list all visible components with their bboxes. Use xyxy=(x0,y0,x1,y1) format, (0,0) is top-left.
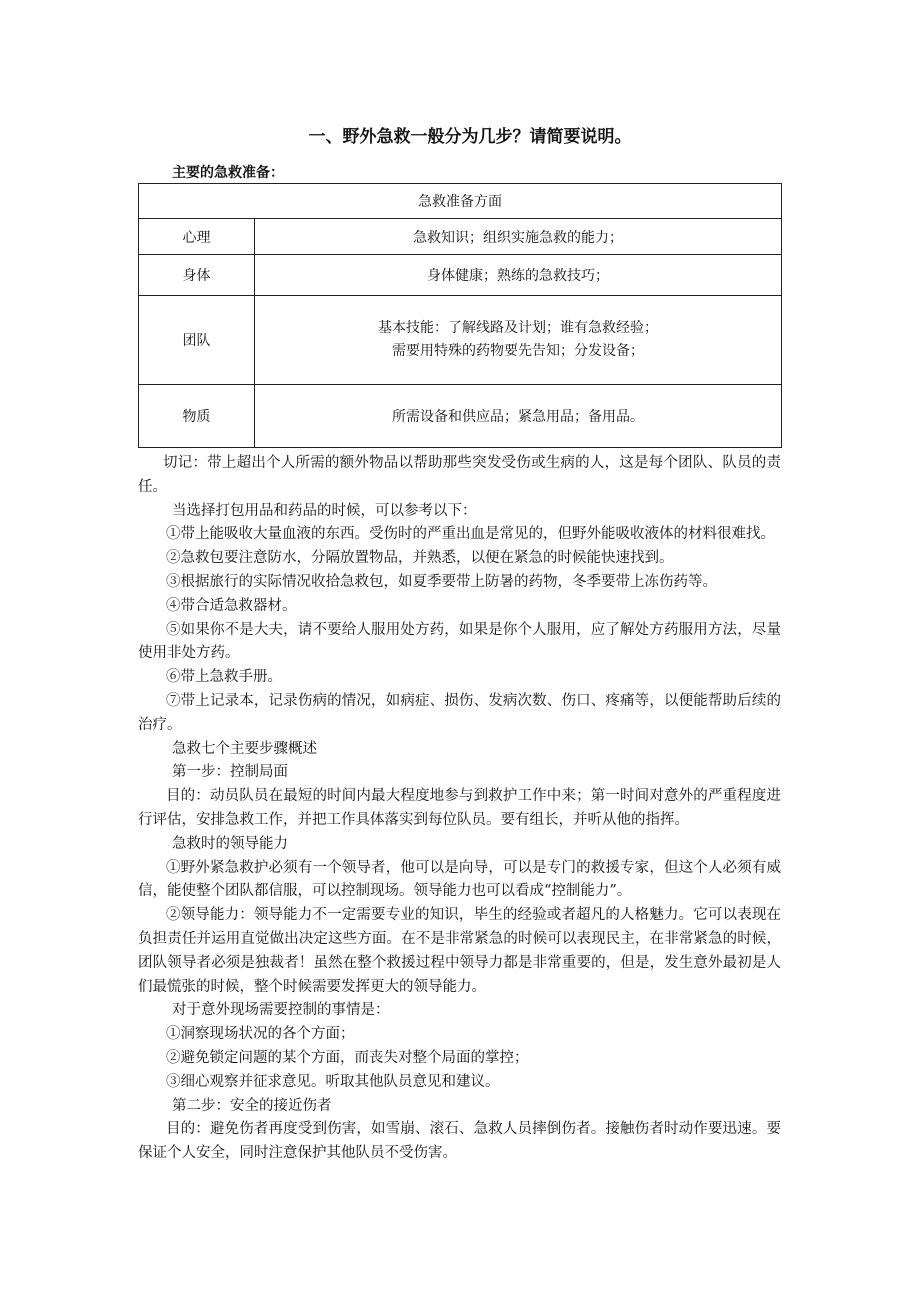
content-cell: 急救知识；组织实施急救的能力； xyxy=(255,219,782,255)
document-title: 一、野外急救一般分为几步？请简要说明。 xyxy=(308,127,632,147)
preparation-table xyxy=(138,183,782,448)
list-item: ②领导能力：领导能力不一定需要专业的知识，毕生的经验或者超凡的人格魅力。它可以表现在负担责任并运用直觉做出决定这些方面。在不是非常紧急的时候可以表现民主，在非常紧急的时候，团队领导者必须是独裁者！虽然在整个救援过程中领导力都是非常重要的，但是，发生意外最初是人们最慌张的时候，整个时候需要发挥更大的领导能力。 xyxy=(138,907,781,995)
list-item: ⑤如果你不是大夫，请不要给人服用处方药，如果是你个人服用，应了解处方药服用方法，尽量使用非处方药。 xyxy=(138,621,781,662)
content-line: 基本技能：了解线路及计划；谁有急救经验； xyxy=(378,320,658,336)
table-row xyxy=(139,219,782,255)
list-item: ①带上能吸收大量血液的东西。受伤时的严重出血是常见的，但野外能吸收液体的材料很难找。 xyxy=(166,526,775,543)
content-cell xyxy=(255,296,782,385)
aspect-cell: 心理 xyxy=(139,219,255,255)
list-item: ⑥带上急救手册。 xyxy=(166,669,282,686)
table-row xyxy=(139,255,782,296)
list-item: ①洞察现场状况的各个方面； xyxy=(166,1026,355,1043)
list-item: ①野外紧急救护必须有一个领导者，他可以是向导，可以是专门的救援专家，但这个人必须有威信，能使整个团队都信服，可以控制现场。领导能力也可以看成“控制能力”。 xyxy=(138,859,781,900)
list-item: ②避免锁定问题的某个方面，而丧失对整个局面的掌控； xyxy=(166,1049,529,1066)
step-heading: 第一步：控制局面 xyxy=(172,764,288,781)
aspect-cell: 团队 xyxy=(139,296,255,385)
section-subtitle: 主要的急救准备： xyxy=(172,165,284,181)
list-item: ⑦带上记录本，记录伤病的情况，如病症、损伤、发病次数、伤口、疼痛等，以便能帮助后续的治疗。 xyxy=(138,692,781,733)
step-heading: 第二步：安全的接近伤者 xyxy=(172,1097,332,1114)
content-line: 需要用特殊的药物要先告知；分发设备； xyxy=(392,343,644,359)
list-item: ③细心观察并征求意见。听取其他队员意见和建议。 xyxy=(166,1073,500,1090)
content-cell: 身体健康；熟练的急救技巧； xyxy=(255,255,782,296)
paragraph: 切记：带上超出个人所需的额外物品以帮助那些突发受伤或生病的人，这是每个团队、队员的责任。 xyxy=(138,455,781,495)
list-item: ③根据旅行的实际情况收拾急救包，如夏季要带上防暑的药物，冬季要带上冻伤药等。 xyxy=(166,573,717,590)
table-header: 急救准备方面 xyxy=(139,184,782,219)
content-cell: 所需设备和供应品；紧急用品；备用品。 xyxy=(255,385,782,448)
list-item: ②急救包要注意防水，分隔放置物品，并熟悉，以便在紧急的时候能快速找到。 xyxy=(166,550,674,567)
paragraph: 目的：避免伤者再度受到伤害，如雪崩、滚石、急救人员摔倒伤者。接触伤者时动作要迅速。要保证个人安全，同时注意保护其他队员不受伤害。 xyxy=(138,1121,781,1162)
paragraph: 目的：动员队员在最短的时间内最大程度地参与到救护工作中来；第一时间对意外的严重程度进行评估，安排急救工作，并把工作具体落实到每位队员。要有组长，并听从他的指挥。 xyxy=(138,788,781,828)
document-body xyxy=(138,452,781,1166)
table-row xyxy=(139,385,782,448)
aspect-cell: 物质 xyxy=(139,385,255,448)
section-heading: 急救七个主要步骤概述 xyxy=(172,740,317,757)
paragraph: 当选择打包用品和药品的时候，可以参考以下： xyxy=(172,502,477,519)
aspect-cell: 身体 xyxy=(139,255,255,296)
paragraph: 对于意外现场需要控制的事情是： xyxy=(172,1002,390,1019)
section-heading: 急救时的领导能力 xyxy=(172,835,288,852)
list-item: ④带合适急救器材。 xyxy=(166,597,297,614)
table-row xyxy=(139,296,782,385)
